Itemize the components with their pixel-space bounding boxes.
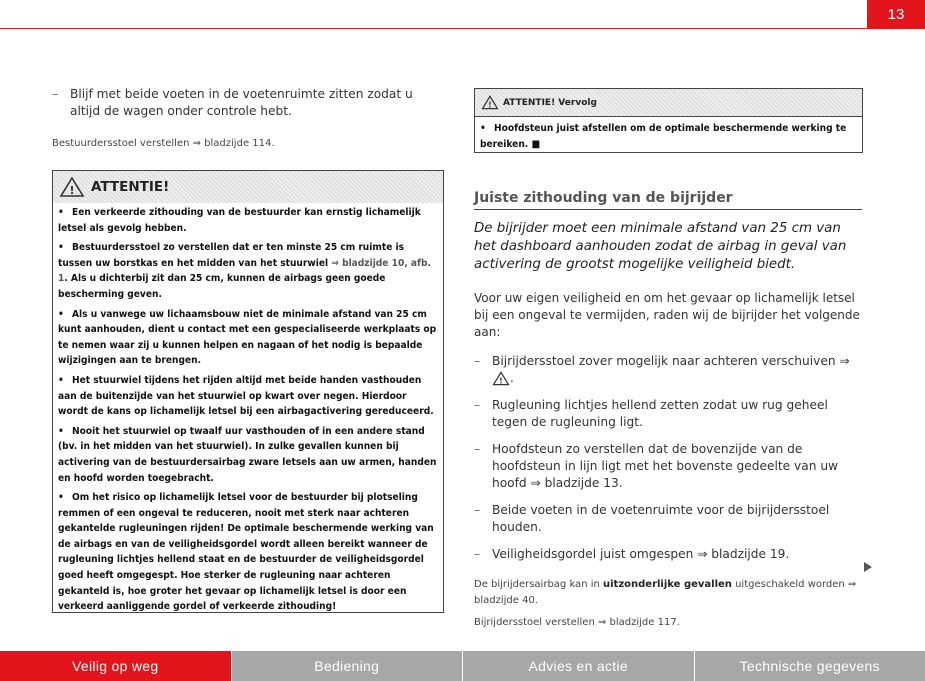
bottom-navigation (0, 651, 925, 681)
warning-header (53, 171, 443, 203)
section-heading: Juiste zithouding van de bijrijder (474, 190, 862, 210)
warning-bullet: • Als u vanwege uw lichaamsbouw niet de minimale afstand van 25 cm kunt aanhouden, dient u contact met een gespecialiseerde werkplaats op te nemen waar zij u kunnen helpen en nagaan of het nodig is bepaalde wijzigingen aan te brengen. (58, 308, 437, 367)
cross-reference[interactable]: Bestuurdersstoel verstellen ⇒ bladzijde 114. (52, 138, 275, 149)
warning-body: • Hoofdsteun juist afstellen om de optimale beschermende werking te bereiken. ■ (480, 123, 847, 150)
next-page-arrow-icon[interactable] (864, 562, 872, 572)
warning-triangle-icon (481, 95, 499, 110)
warning-bullet: • Bestuurdersstoel zo verstellen dat er ten minste 25 cm ruimte is tussen uw borstkas en het midden van het stuurwiel ⇒ bladzijde 10, afb. 1. Als u dichterbij zit dan 25 cm, kunnen de airbags geen goede bescherming geven. (58, 242, 431, 300)
header-rule (0, 28, 925, 29)
intro-text: De bijrijder moet een minimale afstand van 25 cm van het dashboard aanhouden zodat de airbag in geval van activering de grootst mogelijke veiligheid biedt. (474, 221, 847, 272)
paragraph: Voor uw eigen veiligheid en om het gevaar op lichamelijk letsel bij een ongeval te vermijden, raden wij de bijrijder het volgende aan: (474, 291, 860, 339)
nav-tab-bediening[interactable]: Bediening (231, 651, 463, 681)
svg-text:!: ! (499, 376, 503, 386)
list-item: – Hoofdsteun zo verstellen dat de bovenzijde van de hoofdsteun in lijn ligt met het bovenste gedeelte van uw hoofd ⇒ bladzijde 13. (474, 441, 866, 492)
end-mark: ■ (531, 138, 541, 150)
cross-reference[interactable]: Bijrijdersstoel verstellen ⇒ bladzijde 117. (474, 617, 680, 628)
warning-bullet: • Het stuurwiel tijdens het rijden altijd met beide handen vasthouden aan de buitenzijde van het stuurwiel op kwart over negen. Hierdoor wordt de kans op lichamelijk letsel bij een airbagactivering gereduceerd. (58, 374, 434, 418)
nav-tab-veilig-op-weg[interactable]: Veilig op weg (0, 651, 231, 681)
list-item: – Bijrijdersstoel zover mogelijk naar achteren verschuiven ⇒ ! . (474, 353, 866, 387)
warning-header (475, 89, 862, 117)
right-body (474, 290, 866, 631)
warning-title: ATTENTIE! Vervolg (503, 97, 597, 108)
warning-box (52, 170, 444, 613)
left-column (52, 86, 442, 152)
list-item: – Beide voeten in de voetenruimte voor de bijrijdersstoel houden. (474, 502, 866, 536)
warning-body (53, 203, 443, 623)
warning-continued-box (474, 88, 863, 153)
list-item: – Veiligheidsgordel juist omgespen ⇒ bladzijde 19. (474, 546, 866, 563)
list-item: – Blijf met beide voeten in de voetenruimte zitten zodat u altijd de wagen onder controle hebt. (52, 86, 442, 120)
svg-text:!: ! (488, 100, 492, 110)
warning-title: ATTENTIE! (91, 179, 170, 195)
page-number: 13 (867, 0, 925, 29)
warning-triangle-icon[interactable] (492, 371, 510, 386)
nav-tab-advies-en-actie[interactable]: Advies en actie (462, 651, 694, 681)
warning-bullet: • Een verkeerde zithouding van de bestuurder kan ernstig lichamelijk letsel als gevolg hebben. (58, 207, 421, 234)
list-item: – Rugleuning lichtjes hellend zetten zodat uw rug geheel tegen de rugleuning ligt. (474, 397, 866, 431)
warning-bullet: • Nooit het stuurwiel op twaalf uur vasthouden of in een andere stand (bv. in het midden van het stuurwiel). In zulke gevallen kunnen bij activering van de bestuurdersairbag zware letsels aan uw armen, handen en hoofd worden toegebracht. (58, 425, 437, 484)
note: De bijrijdersairbag kan in uitzonderlijke gevallen uitgeschakeld worden ⇒ bladzijde 40. (474, 579, 857, 606)
warning-triangle-icon (59, 176, 85, 198)
page-link[interactable]: ⇒ bladzijde 10, afb. 1 (58, 257, 431, 285)
svg-text:!: ! (69, 184, 75, 197)
warning-bullet: • Om het risico op lichamelijk letsel voor de bestuurder bij plotseling remmen of een ongeval te reduceren, nooit met sterk naar achteren gekantelde rugleuningen rijden! De optimale beschermende werking van de airbags en van de veiligheidsgordel wordt alleen bereikt wanneer de rugleuning lichtjes hellend staat en de bestuurder de veiligheidsgordel goed heeft omgegespt. Hoe sterker de rugleuning naar achteren gekanteld is, hoe groter het gevaar op lichamelijk letsel is door een verkeerd aanliggende gordel of verkeerde zithouding! (58, 492, 434, 613)
nav-tab-technische-gegevens[interactable]: Technische gegevens (694, 651, 925, 681)
